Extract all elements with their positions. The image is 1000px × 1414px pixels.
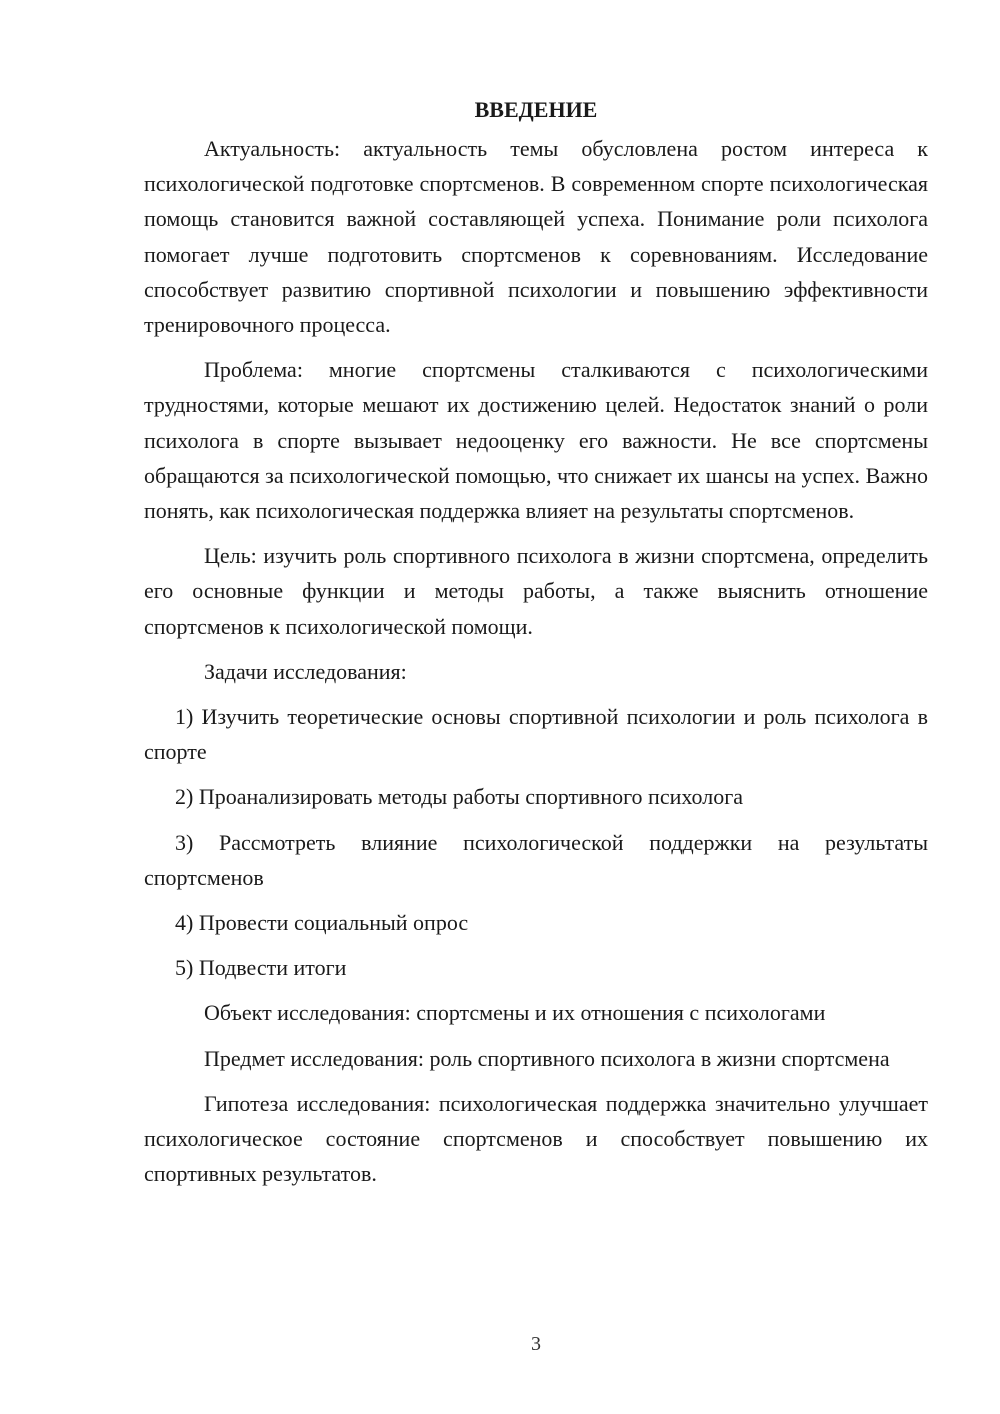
object-paragraph: Объект исследования: спортсмены и их отношения с психологами: [204, 1000, 826, 1026]
task-item-4: 4) Провести социальный опрос: [175, 910, 469, 936]
document-page: [144, 92, 928, 1201]
problem-paragraph: Проблема: многие спортсмены сталкиваются с психологическими трудностями, которые мешают их достижению целей. Недостаток знаний о роли психолога в спорте вызывает недооценку его важности. Не все спортсмены обращаются за психологической помощью, что снижает их шансы на успех. Важно понять, как психологическая поддержка влияет на результаты спортсменов.: [144, 357, 928, 524]
task-item-3: 3) Рассмотреть влияние психологической поддержки на результаты спортсменов: [144, 829, 928, 890]
section-title: ВВЕДЕНИЕ: [474, 97, 598, 122]
page-number: 3: [531, 1333, 541, 1355]
hypothesis-paragraph: Гипотеза исследования: психологическая поддержка значительно улучшает психологическое состояние спортсменов и способствует повышению их спортивных результатов.: [144, 1090, 928, 1187]
subject-paragraph: Предмет исследования: роль спортивного психолога в жизни спортсмена: [204, 1045, 890, 1071]
goal-paragraph: Цель: изучить роль спортивного психолога в жизни спортсмена, определить его основные функции и методы работы, а также выяснить отношение спортсменов к психологической помощи.: [144, 543, 928, 639]
task-item-1: 1) Изучить теоретические основы спортивной психологии и роль психолога в спорте: [144, 704, 928, 765]
relevance-paragraph: Актуальность: актуальность темы обусловлена ростом интереса к психологической подготовке спортсменов. В современном спорте психологическая помощь становится важной составляющей успеха. Понимание роли психолога помогает лучше подготовить спортсменов к соревнованиям. Исследование способствует развитию спортивной психологии и повышению эффективности тренировочного процесса.: [144, 136, 928, 338]
task-item-5: 5) Подвести итоги: [175, 955, 347, 981]
task-item-2: 2) Проанализировать методы работы спортивного психолога: [175, 784, 744, 810]
tasks-heading: Задачи исследования:: [204, 658, 407, 684]
